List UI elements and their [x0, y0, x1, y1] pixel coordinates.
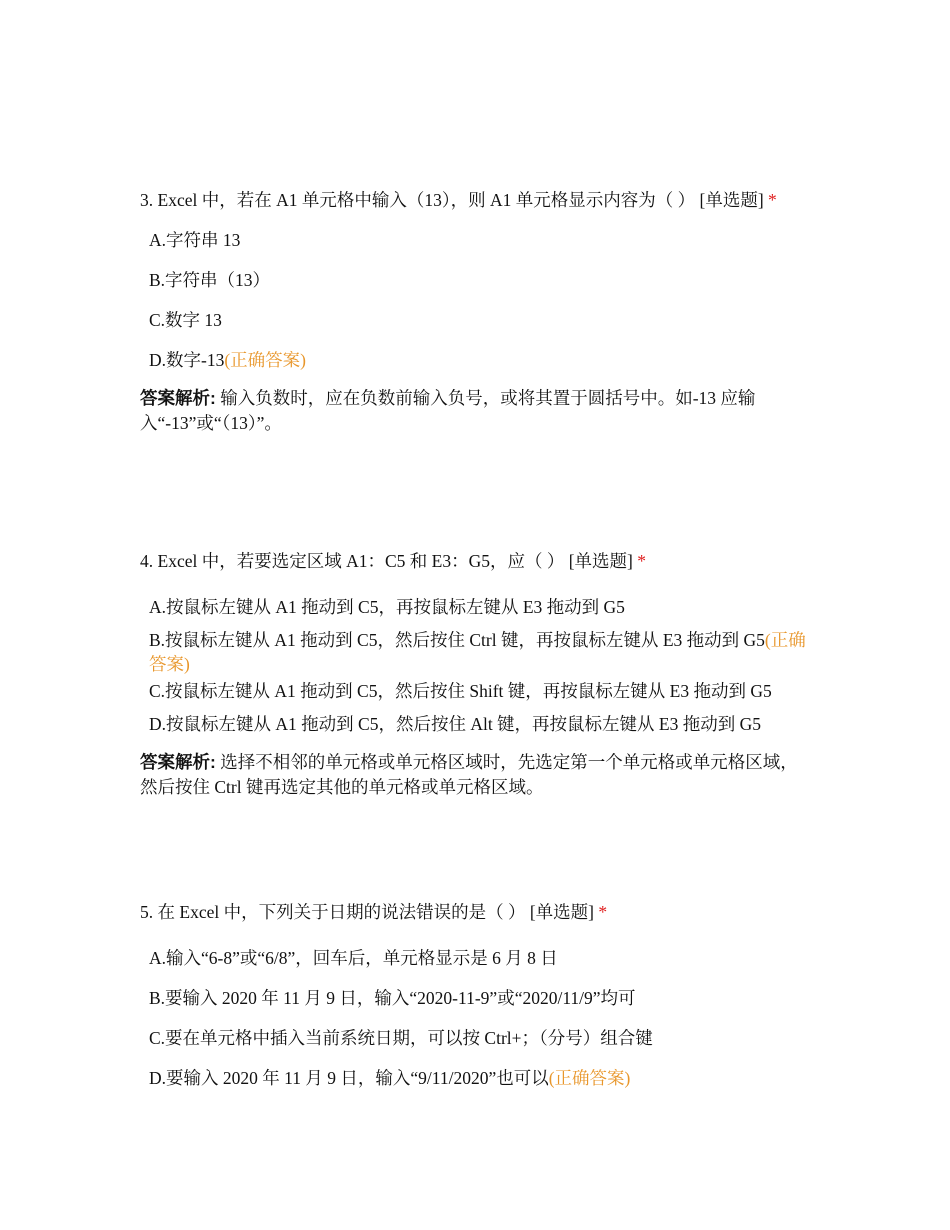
option-b: [149, 628, 815, 676]
required-mark: *: [598, 902, 608, 922]
required-mark: *: [768, 190, 777, 210]
question-stem: [140, 184, 815, 216]
option-d: [149, 348, 815, 372]
option-c: [149, 308, 815, 332]
option-c: [149, 1026, 815, 1050]
question-4: [140, 545, 815, 800]
option-text: D.要输入 2020 年 11 月 9 日，输入“9/11/2020”也可以: [149, 1068, 549, 1088]
question-text: 5. 在 Excel 中，下列关于日期的说法错误的是（ ）: [140, 902, 526, 922]
option-a: [149, 595, 815, 619]
analysis-text: 选择不相邻的单元格或单元格区域时，先选定第一个单元格或单元格区域，然后按住 Ctrl 键再选定其他的单元格或单元格区域。: [140, 752, 798, 797]
option-text: D.数字-13: [149, 350, 225, 370]
required-mark: *: [637, 551, 647, 571]
question-stem: [140, 545, 815, 577]
correct-answer-tag: (正确答案): [149, 630, 806, 674]
correct-answer-tag: (正确答案): [224, 350, 306, 370]
question-5: [140, 896, 815, 1090]
option-a: [149, 228, 815, 252]
option-text: D.按鼠标左键从 A1 拖动到 C5，然后按住 Alt 键，再按鼠标左键从 E3 拖动到 G5: [149, 714, 762, 734]
option-list: [140, 946, 815, 1090]
option-list: [140, 595, 815, 736]
option-text: B.字符串（13）: [149, 270, 271, 290]
analysis-label: 答案解析:: [140, 388, 216, 408]
correct-answer-tag: (正确答案): [548, 1068, 631, 1088]
question-text: 3. Excel 中，若在 A1 单元格中输入（13），则 A1 单元格显示内容为（ ）: [140, 190, 696, 210]
option-text: C.按鼠标左键从 A1 拖动到 C5，然后按住 Shift 键，再按鼠标左键从 E3 拖动到 G5: [149, 681, 772, 701]
option-d: [149, 712, 815, 736]
answer-analysis: [140, 386, 815, 436]
option-text: B.按鼠标左键从 A1 拖动到 C5，然后按住 Ctrl 键，再按鼠标左键从 E3 拖动到 G5: [149, 630, 765, 650]
option-c: [149, 679, 815, 703]
option-list: [140, 228, 815, 372]
option-b: [149, 986, 815, 1010]
option-d: [149, 1066, 815, 1090]
option-a: [149, 946, 815, 970]
question-type-label: [单选题]: [568, 551, 633, 571]
option-text: A.字符串 13: [149, 230, 241, 250]
analysis-text: 输入负数时，应在负数前输入负号，或将其置于圆括号中。如-13 应输入“-13”或“（13）”。: [140, 388, 756, 433]
question-text: 4. Excel 中，若要选定区域 A1：C5 和 E3：G5，应（ ）: [140, 551, 565, 571]
answer-analysis: [140, 750, 815, 800]
option-text: A.按鼠标左键从 A1 拖动到 C5，再按鼠标左键从 E3 拖动到 G5: [149, 597, 625, 617]
option-text: C.数字 13: [149, 310, 222, 330]
question-stem: [140, 896, 815, 928]
question-3: [140, 184, 815, 436]
option-text: A.输入“6-8”或“6/8”，回车后，单元格显示是 6 月 8 日: [149, 948, 558, 968]
option-b: [149, 268, 815, 292]
question-type-label: [单选题]: [529, 902, 594, 922]
analysis-label: 答案解析:: [140, 752, 216, 772]
question-type-label: [单选题]: [699, 190, 764, 210]
option-text: B.要输入 2020 年 11 月 9 日，输入“2020-11-9”或“2020/11/9”均可: [149, 988, 636, 1008]
option-text: C.要在单元格中插入当前系统日期，可以按 Ctrl+；（分号）组合键: [149, 1028, 653, 1048]
